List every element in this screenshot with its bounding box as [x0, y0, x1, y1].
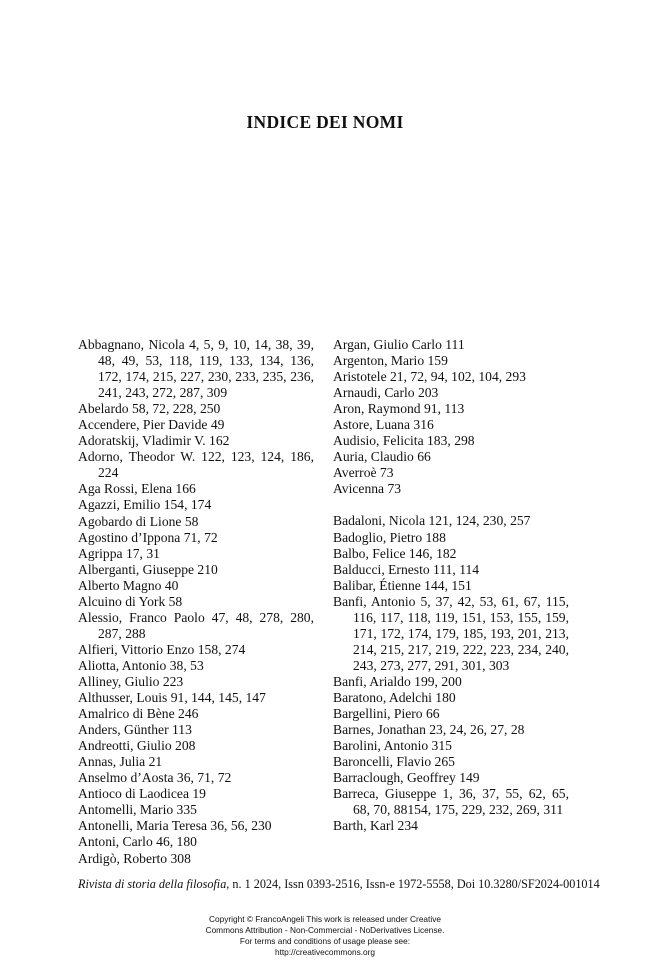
index-entry: Adoratskij, Vladimir V. 162	[78, 433, 230, 449]
index-entry: Antonelli, Maria Teresa 36, 56, 230	[78, 818, 272, 834]
index-entry: Althusser, Louis 91, 144, 145, 147	[78, 690, 266, 706]
index-entry: Alcuino di York 58	[78, 593, 183, 609]
index-entry: Argenton, Mario 159	[333, 353, 448, 369]
index-entry: Agostino d’Ippona 71, 72	[78, 529, 218, 545]
index-entry: Auria, Claudio 66	[333, 449, 431, 465]
index-entry: Astore, Luana 316	[333, 417, 434, 433]
index-entry: Banfi, Antonio 5, 37, 42, 53, 61, 67, 115, 116, 117, 118, 119, 151, 153, 155, 159, 171, 172, 174, 179, 185, 193, 201, 213, 214, 215, 217, 219, 222, 223, 234, 240, 243, 273, 277, 291, 301, 303	[333, 593, 569, 673]
copyright-line: Commons Attribution - Non-Commercial - NoDerivatives License.	[205, 925, 445, 935]
index-entry: Andreotti, Giulio 208	[78, 738, 196, 754]
index-entry: Barolini, Antonio 315	[333, 738, 452, 754]
index-entry: Alliney, Giulio 223	[78, 673, 184, 689]
page-title: INDICE DEI NOMI	[246, 112, 404, 132]
index-entry: Banfi, Arialdo 199, 200	[333, 673, 462, 689]
index-entry: Agobardo di Lione 58	[78, 513, 199, 529]
index-entry: Baratono, Adelchi 180	[333, 689, 456, 705]
index-entry: Antomelli, Mario 335	[78, 802, 197, 818]
copyright-line: For terms and conditions of usage please see:	[239, 936, 411, 946]
index-entry: Accendere, Pier Davide 49	[78, 417, 225, 433]
index-entry: Balducci, Ernesto 111, 114	[333, 561, 480, 577]
index-entry: Badaloni, Nicola 121, 124, 230, 257	[333, 513, 531, 529]
index-entry: Barraclough, Geoffrey 149	[333, 770, 480, 786]
index-entry: Badoglio, Pietro 188	[333, 529, 446, 545]
index-entry: Balbo, Felice 146, 182	[333, 545, 457, 561]
copyright-link[interactable]: http://creativecommons.org	[274, 947, 376, 957]
index-entry: Bargellini, Piero 66	[333, 706, 440, 722]
journal-title: Rivista di storia della filosofia	[78, 877, 227, 891]
index-entry: Baroncelli, Flavio 265	[333, 754, 455, 770]
index-entry: Abelardo 58, 72, 228, 250	[78, 401, 221, 417]
index-entry: Alberto Magno 40	[78, 577, 179, 593]
index-column-right	[333, 337, 569, 834]
index-entry: Anders, Günther 113	[78, 722, 192, 738]
index-entry: Alessio, Franco Paolo 47, 48, 278, 280, 287, 288	[78, 609, 314, 641]
copyright-notice	[0, 914, 650, 958]
index-entry: Abbagnano, Nicola 4, 5, 9, 10, 14, 38, 39, 48, 49, 53, 118, 119, 133, 134, 136, 172, 174, 215, 227, 230, 233, 235, 236, 241, 243, 272, 287, 309	[78, 337, 314, 401]
index-entry: Anselmo d’Aosta 36, 71, 72	[78, 770, 232, 786]
index-entry: Aga Rossi, Elena 166	[78, 481, 196, 497]
index-entry: Annas, Julia 21	[78, 754, 163, 770]
index-entry: Antoni, Carlo 46, 180	[78, 834, 197, 850]
index-entry: Audisio, Felicita 183, 298	[333, 433, 475, 449]
index-entry: Arnaudi, Carlo 203	[333, 385, 439, 401]
index-entry: Amalrico di Bène 246	[78, 706, 199, 722]
index-entry: Aliotta, Antonio 38, 53	[78, 657, 204, 673]
index-column-left	[78, 337, 314, 867]
citation-details: , n. 1 2024, Issn 0393-2516, Issn-e 1972-5558, Doi 10.3280/SF2024-001014	[226, 877, 600, 891]
index-entry: Agazzi, Emilio 154, 174	[78, 497, 212, 513]
index-entry: Argan, Giulio Carlo 111	[333, 337, 465, 352]
index-entry: Balibar, Étienne 144, 151	[333, 577, 472, 593]
index-entry: Barth, Karl 234	[333, 818, 418, 834]
index-entry: Ardigò, Roberto 308	[78, 850, 191, 866]
index-entry: Barreca, Giuseppe 1, 36, 37, 55, 62, 65, 68, 70, 88154, 175, 229, 232, 269, 311	[333, 786, 569, 818]
index-entry: Averroè 73	[333, 465, 394, 481]
index-entry: Alfieri, Vittorio Enzo 158, 274	[78, 641, 246, 657]
index-entry: Adorno, Theodor W. 122, 123, 124, 186, 224	[78, 449, 314, 481]
index-entry: Barnes, Jonathan 23, 24, 26, 27, 28	[333, 722, 525, 738]
index-entry: Avicenna 73	[333, 481, 402, 497]
index-entry: Alberganti, Giuseppe 210	[78, 561, 218, 577]
index-entry: Agrippa 17, 31	[78, 545, 160, 561]
index-entry: Aristotele 21, 72, 94, 102, 104, 293	[333, 369, 526, 385]
index-entry: Antioco di Laodicea 19	[78, 786, 206, 802]
index-entry: Aron, Raymond 91, 113	[333, 401, 465, 417]
journal-citation	[78, 877, 598, 892]
copyright-line: Copyright © FrancoAngeli This work is released under Creative	[209, 914, 441, 924]
